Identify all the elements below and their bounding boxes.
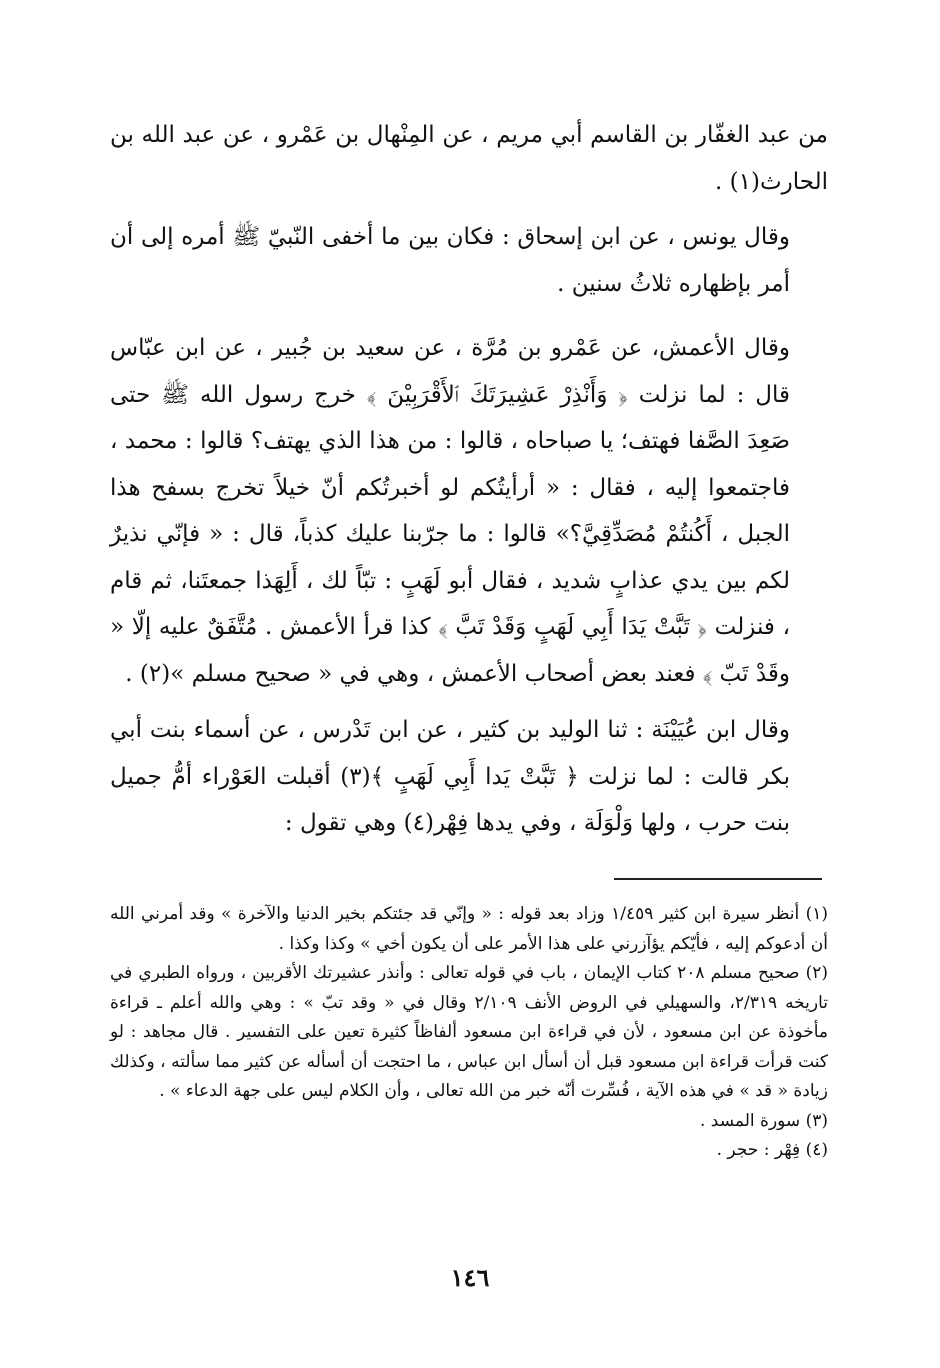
footnote-3: (٣) سورة المسد . [700, 1110, 828, 1131]
paragraph-yunus: وقال يونس ، عن ابن إسحاق : فكان بين ما أخفى النّبيّ ﷺ أمره إلى أن أمر بإظهاره ثلاثُ سنين . [110, 224, 790, 297]
paragraph-continuation: من عبد الغفّار بن القاسم أبي مريم ، عن المِنْهال بن عَمْرو ، عن عبد الله بن الحارث(١) . [110, 122, 828, 195]
main-text-block-1 [110, 112, 828, 205]
footnote-1: (١) أنظر سيرة ابن كثير ١/٤٥٩ وزاد بعد قوله : « وإنّي قد جئتكم بخير الدنيا والآخرة » وقد أمرني الله أن أدعوكم إليه ، فأيّكم يؤآزرني على هذا الأمر على أن يكون أخي » وكذا وكذا . [110, 904, 828, 954]
paragraph-amash: وقال الأعمش، عن عَمْرو بن مُرَّة ، عن سعيد بن جُبير ، عن ابن عبّاس قال : لما نزلت ﴿ وَأَنْذِرْ عَشِيرَتَكَ ٱلأَقْرَبِيْنَ ﴾ خرج رسول الله ﷺ حتى صَعِدَ الصَّفا فهتف؛ يا صباحاه ، قالوا : من هذا الذي يهتف؟ قالوا : محمد ، فاجتمعوا إليه ، فقال : « أرأيتُكم لو أخبرتُكم أنّ خيلاً تخرج بسفح هذا الجبل ، أَكُنتُمْ مُصَدِّقِيَّ؟» قالوا : ما جرّبنا عليك كذباً، قال : « فإنّي نذيرٌ لكم بين يدي عذابٍ شديد ، فقال أبو لَهَبٍ : تبّاً لك ، أَلِهَذا جمعتَنا، ثم قام ، فنزلت ﴿ تَبَّتْ يَدَا أَبِي لَهَبٍ وَقَدْ تَبَّ ﴾ كذا قرأ الأعمش . مُتَّفَقٌ عليه إلّا « وقَدْ تَبّ ﴾ فعند بعض أصحاب الأعمش ، وهي في « صحيح مسلم »(٢) . [110, 335, 790, 687]
footnote-divider [614, 878, 822, 880]
footnote-2: (٢) صحيح مسلم ٢٠٨ كتاب الإيمان ، باب في قوله تعالى : وأنذر عشيرتك الأقربين ، ورواه الطبري في تاريخه ٢/٣١٩، والسهيلي في الروض الأنف ٢/١٠٩ وقال في « وقد تبّ » : وهي والله أعلم ـ قراءة مأخوذة عن ابن مسعود ، لأن في قراءة ابن مسعود ألفاظاً كثيرة تعين على التفسير . قال مجاهد : لو كنت قرأت قراءة ابن مسعود قبل أن أسأل ابن عباس ، ما احتجت أن أسأله عن كثير مما سألته ، وكذلك زيادة « قد » في هذه الآية ، فُسِّرت أنّه خبر من الله تعالى ، وأن الكلام ليس على جهة الدعاء » . [110, 963, 829, 1101]
main-text-block-4 [110, 707, 828, 847]
main-text-block-3 [110, 325, 828, 697]
footnote-4: (٤) فِهْر : حجر . [716, 1140, 828, 1160]
footnotes [110, 900, 828, 1166]
page-number: ١٤٦ [450, 1263, 490, 1292]
main-text-block-2 [110, 214, 828, 307]
paragraph-uyayna: وقال ابن عُيَيْنَة : ثنا الوليد بن كثير ، عن ابن تَدْرس ، عن أسماء بنت أبي بكر قالت : لما نزلت ﴿ تَبَّتْ يَدا أَبِي لَهَبٍ ﴾(٣) أقبلت العَوْراء أمُّ جميل بنت حرب ، ولها وَلْوَلَة ، وفي يدها فِهْر(٤) وهي تقول : [110, 717, 790, 836]
